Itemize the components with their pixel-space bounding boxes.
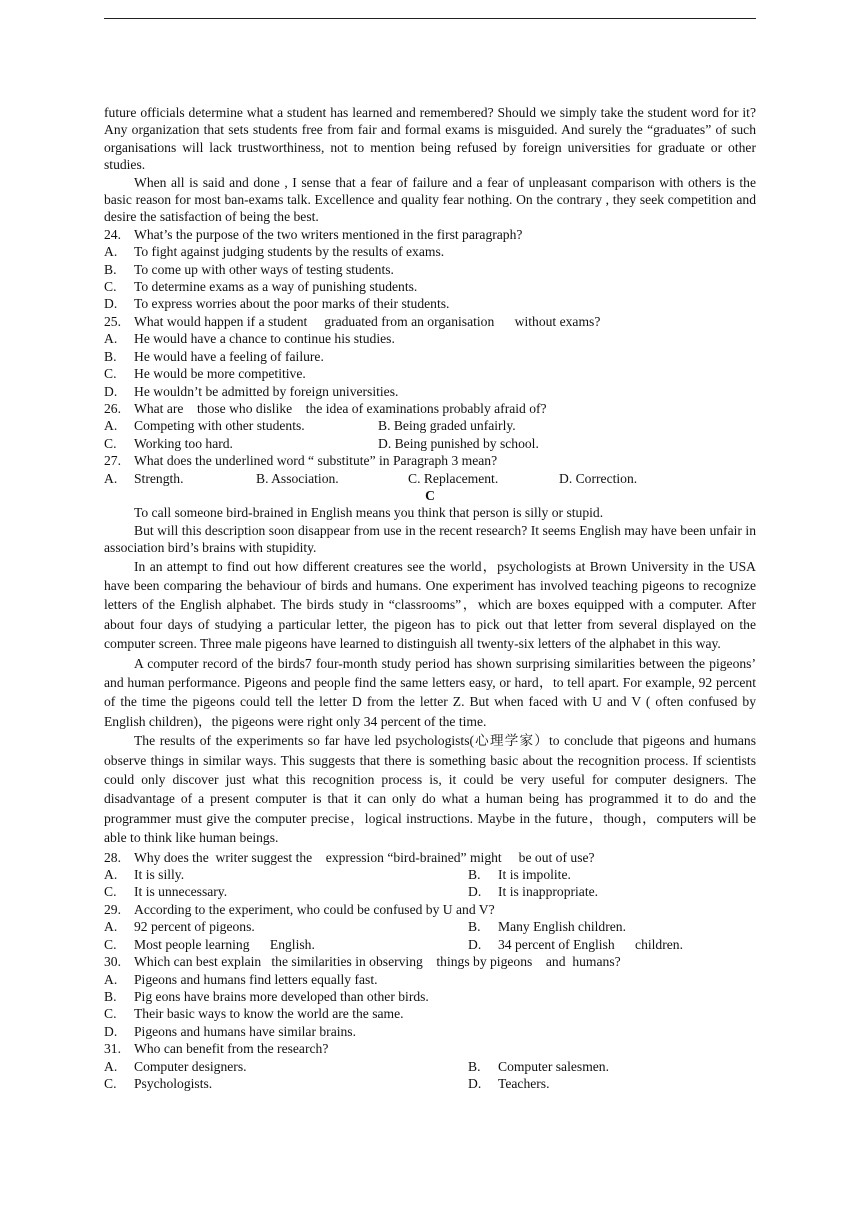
q26-option-d: D. Being punished by school.: [378, 435, 539, 451]
q30-option-a: A. Pigeons and humans find letters equally fast.: [104, 971, 378, 987]
q31-option-d: D. Teachers.: [468, 1075, 550, 1091]
question-31: 31. Who can benefit from the research?: [104, 1041, 329, 1057]
q27-option-d: D. Correction.: [559, 470, 638, 486]
passage-b-paragraph-2: When all is said and done , I sense that a fear of failure and a fear of unpleasant comparison with others is the basic reason for most ban-exams talk. Excellence and quality fear nothing. On the contrary , they seek competition and desire the satisfaction of being the best.: [104, 174, 756, 225]
q26-options-row-2: [104, 435, 756, 452]
question-30: 30. Which can best explain the similarities in observing things by pigeons and humans?: [104, 954, 621, 970]
q31-option-c: C. Psychologists.: [104, 1075, 213, 1091]
question-28: 28. Why does the writer suggest the expression “bird-brained” might be out of use?: [104, 849, 595, 865]
q25-option-a: A. He would have a chance to continue his studies.: [104, 331, 395, 347]
q26-option-c: C. Working too hard.: [104, 435, 233, 451]
q24-option-a: A. To fight against judging students by the results of exams.: [104, 244, 445, 260]
passage-c-paragraph-5: The results of the experiments so far have led psychologists(心理学家）to conclude that pigeons and humans observe things in similar ways. This suggests that there is something basic about the recognition process. If scientists could only discover just what this recognition process is, it could be very useful for computer designers. The disadvantage of a present computer is that it can only do what a human being has programmed it to do and the programmer must give the computer precise，logical instructions. Maybe in the future，though，computers will be able to think like human beings.: [104, 733, 756, 846]
q30-option-d: D. Pigeons and humans have similar brains.: [104, 1023, 356, 1039]
q31-option-b: B. Computer salesmen.: [468, 1058, 609, 1074]
q28-options-row-2: [104, 883, 756, 900]
q31-options-row-2: [104, 1075, 756, 1092]
q26-options-row-1: [104, 417, 756, 434]
q27-options-row: [104, 470, 756, 487]
q24-option-c: C. To determine exams as a way of punishing students.: [104, 279, 418, 295]
q29-option-b: B. Many English children.: [468, 919, 626, 935]
q28-option-a: A. It is silly.: [104, 867, 185, 883]
question-24: 24. What’s the purpose of the two writers mentioned in the first paragraph?: [104, 226, 523, 242]
passage-c-paragraph-3: In an attempt to find out how different creatures see the world，psychologists at Brown University in the USA have been comparing the behaviour of birds and humans. One experiment has involved teaching pigeons to recognize letters of the English alphabet. The birds study in “classrooms”，which are boxes equipped with a computer. After about four days of studying a particular letter, the pigeon has to pick out that letter from several displayed on the computer screen. Three male pigeons have learned to distinguish all twenty-six letters of the alphabet in this way.: [104, 558, 756, 652]
q30-option-b: B. Pig eons have brains more developed than other birds.: [104, 988, 429, 1004]
question-26: 26. What are those who dislike the idea of examinations probably afraid of?: [104, 400, 547, 416]
q28-option-d: D. It is inappropriate.: [468, 884, 599, 900]
q25-option-d: D. He wouldn’t be admitted by foreign universities.: [104, 383, 399, 399]
passage-c-paragraph-1: To call someone bird-brained in English means you think that person is silly or stupid.: [134, 505, 604, 521]
q28-options-row-1: [104, 866, 756, 883]
q30-option-c: C. Their basic ways to know the world are the same.: [104, 1006, 404, 1022]
q27-option-a: A. Strength.: [104, 470, 184, 486]
document-body: [104, 104, 756, 1092]
question-25: 25. What would happen if a student graduated from an organisation without exams?: [104, 313, 601, 329]
q29-options-row-2: [104, 936, 756, 953]
q24-option-b: B. To come up with other ways of testing students.: [104, 261, 394, 277]
q27-option-b: B. Association.: [256, 470, 339, 486]
question-27: 27. What does the underlined word “ substitute” in Paragraph 3 mean?: [104, 453, 498, 469]
q29-option-c: C. Most people learning English.: [104, 936, 315, 952]
q29-options-row-1: [104, 918, 756, 935]
section-c-heading: C: [425, 487, 435, 503]
q25-option-b: B. He would have a feeling of failure.: [104, 348, 324, 364]
q24-option-d: D. To express worries about the poor marks of their students.: [104, 296, 450, 312]
q29-option-d: D. 34 percent of English children.: [468, 936, 683, 952]
passage-c-paragraph-2: But will this description soon disappear from use in the recent research? It seems English may have been unfair in association bird’s brains with stupidity.: [104, 522, 756, 556]
q28-option-c: C. It is unnecessary.: [104, 884, 228, 900]
q28-option-b: B. It is impolite.: [468, 867, 571, 883]
passage-c-paragraph-4: A computer record of the birds7 four-month study period has shown surprising similarities between the pigeons’ and human performance. Pigeons and people find the same letters easy, or hard，to tell apart. For example, 92 percent of the time the pigeons could tell the letter D from the letter Z. But when faced with U and V ( often confused by English children)，the pigeons were right only 34 percent of the time.: [104, 655, 756, 729]
header-rule: [104, 18, 756, 19]
q27-option-c: C. Replacement.: [408, 470, 499, 486]
q31-options-row-1: [104, 1058, 756, 1075]
passage-b-paragraph-1: future officials determine what a student has learned and remembered? Should we simply take the student word for it? Any organization that sets students free from fair and formal exams is misguided. And surely the “graduates” of such organisations will lack trustworthiness, not to mention being refused by foreign universities for graduate or other studies.: [104, 105, 756, 173]
q31-option-a: A. Computer designers.: [104, 1058, 247, 1074]
q26-option-a: A. Competing with other students.: [104, 418, 305, 434]
q26-option-b: B. Being graded unfairly.: [378, 418, 516, 434]
q25-option-c: C. He would be more competitive.: [104, 366, 306, 382]
question-29: 29. According to the experiment, who could be confused by U and V?: [104, 901, 495, 917]
q29-option-a: A. 92 percent of pigeons.: [104, 919, 255, 935]
